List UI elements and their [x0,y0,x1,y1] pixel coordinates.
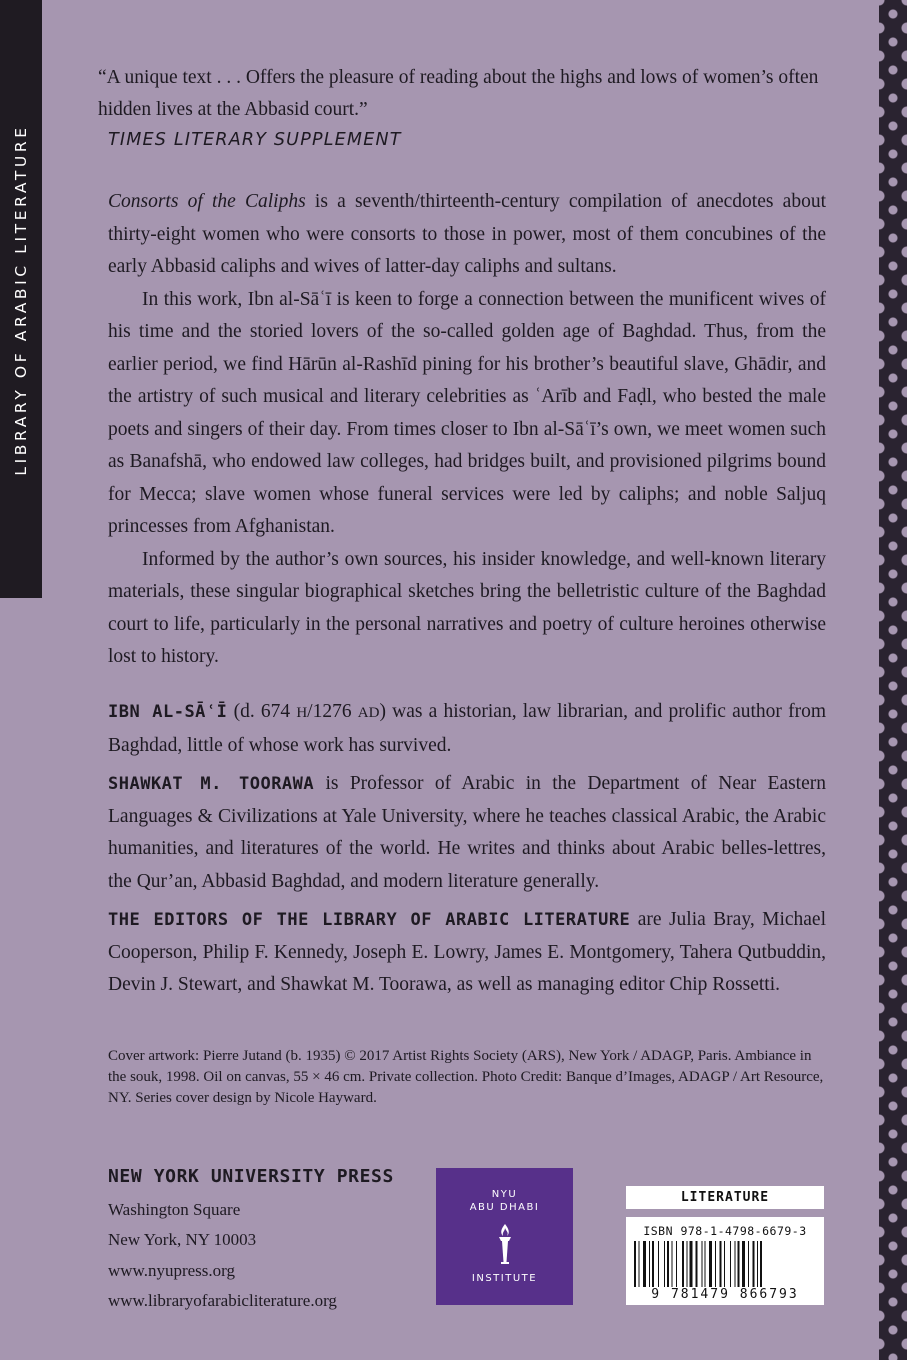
author-name: IBN AL-SĀʿĪ [108,702,228,722]
publisher-name: NEW YORK UNIVERSITY PRESS [108,1166,394,1187]
torch-icon [494,1222,516,1266]
nyu-abu-dhabi-logo [436,1168,573,1305]
book-title: Consorts of the Caliphs [108,191,306,212]
logo-line-3: INSTITUTE [471,1273,538,1284]
book-description [108,186,826,674]
author-bio: IBN AL-SĀʿĪ (d. 674 H/1276 AD) was a historian, law librarian, and prolific author from Baghdad, little of whose work has survived. [108,701,826,756]
series-title: LIBRARY OF ARABIC LITERATURE [12,124,30,476]
isbn-text: ISBN 978-1-4798-6679-3 [643,1224,807,1238]
description-paragraph-1: Consorts of the Caliphs is a seventh/thirteenth-century compilation of anecdotes about thirty-eight women who were consorts to those in power, most of them concubines of the early Abbasid caliphs and wives of latter-day caliphs and sultans. [108,191,826,277]
biographies [108,696,826,1008]
translator-bio: SHAWKAT M. TOORAWA is Professor of Arabic in the Department of Near Eastern Languages & Civilizations at Yale University, where he teaches classical Arabic, the Arabic humanities, and literatures of the world. He writes and thinks about Arabic belles-lettres, the Qur’an, Abbasid Baghdad, and modern literature generally. [108,773,826,892]
barcode-bars [634,1241,816,1287]
quote-source: TIMES LITERARY SUPPLEMENT [108,130,402,150]
publisher-url-1: www.nyupress.org [108,1260,236,1280]
spine-band [0,0,42,598]
ornamental-border [879,0,907,1360]
category-label: LITERATURE [626,1186,824,1209]
description-paragraph-3: Informed by the author’s own sources, his insider knowledge, and well-known literary materials, these singular biographical sketches bring the belletristic culture of the Baghdad court to life, particularly in the personal narratives and poetry of culture heroines otherwise lost to history. [108,548,826,667]
editors-name: THE EDITORS OF THE LIBRARY OF ARABIC LITERATURE [108,910,631,930]
publisher-address-1: Washington Square [108,1199,241,1219]
logo-line-1: NYU [491,1189,518,1200]
logo-line-2: ABU DHABI [469,1202,540,1213]
barcode-number: 9 781479 866793 [651,1287,799,1302]
description-paragraph-2: In this work, Ibn al-Sāʿī is keen to forge a connection between the munificent wives of his time and the storied lovers of the so-called golden age of Baghdad. Thus, from the earlier period, we find Hārūn al-Rashīd pining for his brother’s beautiful slave, Ghādir, and the artistry of such musical and literary celebrities as ʿArīb and Faḍl, who bested the male poets and singers of their day. From times closer to Ibn al-Sāʿī’s own, we meet women such as Banafshā, who endowed law colleges, had bridges built, and provisioned pilgrims bound for Mecca; slave women whose funeral services were led by caliphs; and noble Saljuq princesses from Afghanistan. [108,288,826,537]
editors-bio: THE EDITORS OF THE LIBRARY OF ARABIC LITERATURE are Julia Bray, Michael Cooperson, Philip F. Kennedy, Joseph E. Lowry, James E. Montgomery, Tahera Qutbuddin, Devin J. Stewart, and Shawkat M. Toorawa, as well as managing editor Chip Rossetti. [108,909,826,995]
review-quote: “A unique text . . . Offers the pleasure of reading about the highs and lows of women’s often hidden lives at the Abbasid court.” [98,67,819,120]
publisher-address-2: New York, NY 10003 [108,1230,257,1249]
cover-credit: Cover artwork: Pierre Jutand (b. 1935) © 2017 Artist Rights Society (ARS), New York / ADAGP, Paris. Ambiance in the souk, 1998. Oil on canvas, 55 × 46 cm. Private collection. Photo Credit: Banque d’Images, ADAGP / Art Resource, NY. Series cover design by Nicole Hayward. [108,1048,824,1106]
publisher-url-2: www.libraryofarabicliterature.org [108,1291,337,1310]
translator-name: SHAWKAT M. TOORAWA [108,774,315,794]
publisher-block [108,1162,394,1317]
isbn-barcode [626,1217,824,1305]
